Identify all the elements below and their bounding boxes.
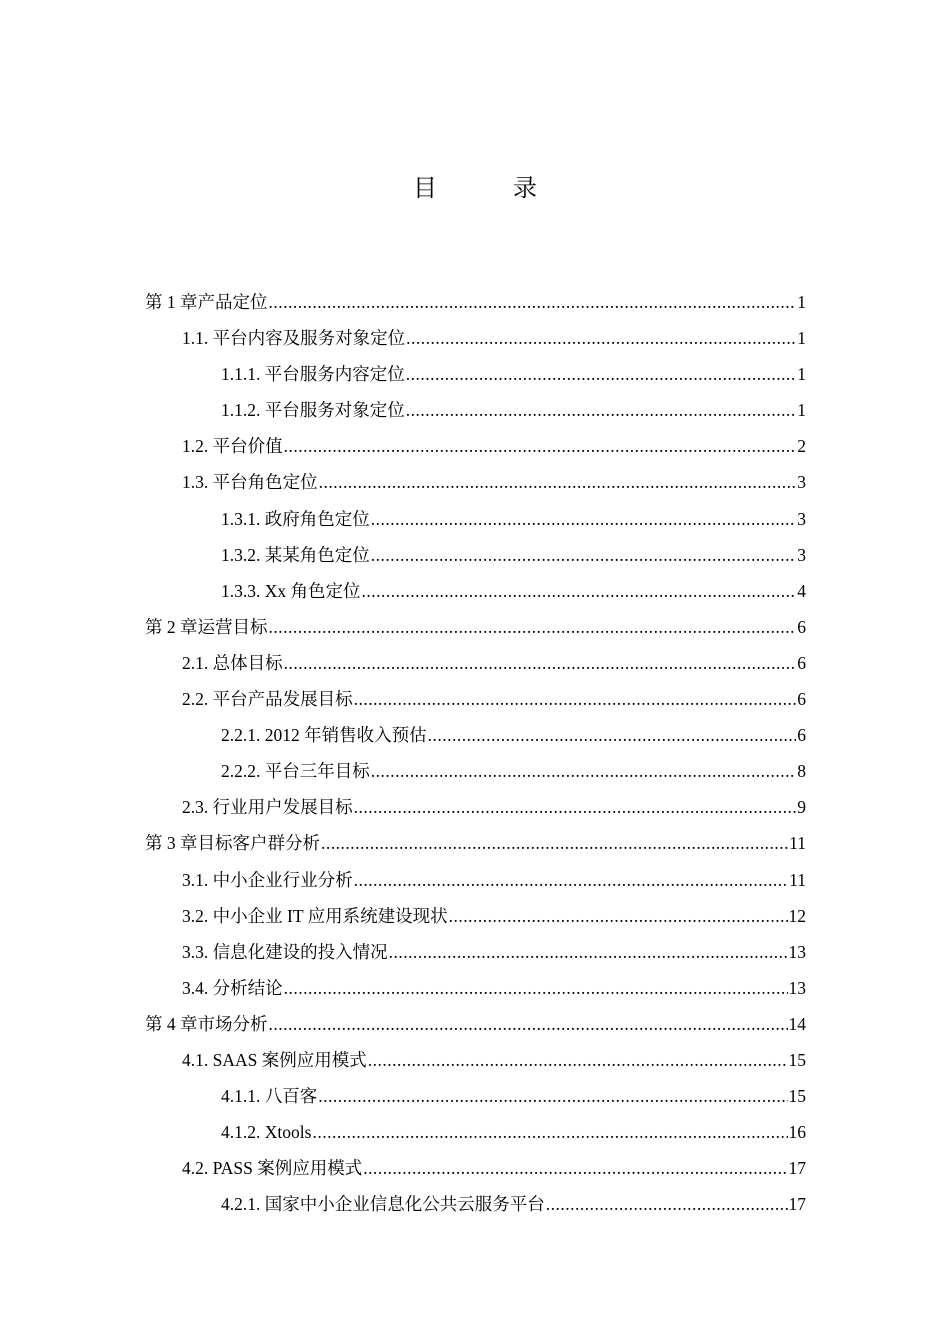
toc-leader-dots (406, 356, 797, 392)
toc-leader-dots (284, 428, 797, 464)
toc-entry[interactable] (145, 717, 806, 753)
toc-leader-dots (363, 1150, 787, 1186)
toc-chapter-number: 第 2 章 (145, 616, 198, 637)
toc-leader-dots (354, 681, 797, 717)
toc-entry-text: 2.2.1. 2012 年销售收入预估 (221, 725, 427, 746)
toc-entry-text: 2.2. 平台产品发展目标 (182, 689, 353, 710)
toc-entry[interactable] (145, 464, 806, 500)
toc-page-number: 14 (788, 1013, 806, 1034)
toc-page-number: 15 (788, 1049, 806, 1070)
toc-entry[interactable] (145, 284, 806, 320)
toc-entry[interactable] (145, 970, 806, 1006)
toc-entry[interactable] (145, 934, 806, 970)
toc-page-number: 8 (797, 761, 806, 782)
toc-entry-text: 4.1. SAAS 案例应用模式 (182, 1049, 367, 1070)
toc-leader-dots (312, 1114, 787, 1150)
toc-entry[interactable] (145, 825, 806, 861)
toc-page-number: 3 (797, 472, 806, 493)
toc-entry-text: 1.3.3. Xx 角色定位 (221, 580, 361, 601)
toc-entry[interactable] (145, 392, 806, 428)
toc-entry[interactable] (145, 609, 806, 645)
toc-entry-text: 2.1. 总体目标 (182, 652, 283, 673)
toc-page-number: 12 (788, 905, 806, 926)
toc-page-number: 6 (797, 616, 806, 637)
toc-entry[interactable] (145, 573, 806, 609)
toc-entry[interactable] (145, 1006, 806, 1042)
toc-page-number: 6 (797, 725, 806, 746)
toc-entry-text: 产品定位 (197, 292, 268, 312)
toc-entry-text: 3.4. 分析结论 (182, 977, 283, 998)
toc-entry-text: 1.1. 平台内容及服务对象定位 (182, 328, 406, 349)
toc-page-number: 1 (797, 364, 806, 385)
toc-entry-text: 1.1.1. 平台服务内容定位 (221, 364, 405, 385)
toc-leader-dots (269, 1006, 788, 1042)
toc-leader-dots (371, 537, 797, 573)
toc-entry-text: 1.3.1. 政府角色定位 (221, 508, 370, 529)
toc-entry-text: 4.2. PASS 案例应用模式 (182, 1158, 363, 1179)
toc-leader-dots (371, 501, 797, 537)
toc-leader-dots (389, 934, 788, 970)
toc-entry[interactable] (145, 862, 806, 898)
toc-leader-dots (269, 284, 797, 320)
toc-entry-text: 4.2.1. 国家中小企业信息化公共云服务平台 (221, 1194, 545, 1215)
toc-page-number: 6 (797, 652, 806, 673)
toc-leader-dots (546, 1186, 788, 1222)
toc-page-number: 17 (788, 1158, 806, 1179)
toc-entry-text: 目标客户群分析 (197, 833, 320, 854)
toc-entry-text: 4.1.2. Xtools (221, 1122, 312, 1143)
toc-leader-dots (371, 753, 797, 789)
toc-page-number: 1 (797, 328, 806, 349)
toc-entry[interactable] (145, 501, 806, 537)
toc-entry-text: 1.3. 平台角色定位 (182, 472, 318, 493)
toc-chapter-number: 第 4 章 (145, 1013, 198, 1034)
toc-chapter-number: 第 3 章 (145, 833, 198, 854)
toc-entry-text: 2.3. 行业用户发展目标 (182, 797, 353, 818)
toc-page-number: 9 (797, 797, 806, 818)
toc-leader-dots (368, 1042, 788, 1078)
toc-entry-text: 1.3.2. 某某角色定位 (221, 544, 370, 565)
toc-chapter-number: 第 1 章 (145, 292, 198, 312)
toc-leader-dots (406, 320, 796, 356)
toc-leader-dots (406, 392, 797, 428)
toc-leader-dots (319, 464, 797, 500)
toc-leader-dots (284, 645, 797, 681)
toc-leader-dots (269, 609, 797, 645)
toc-entry[interactable] (145, 898, 806, 934)
toc-leader-dots (428, 717, 797, 753)
toc-entry[interactable] (145, 356, 806, 392)
toc-entry-text: 运营目标 (197, 616, 268, 637)
toc-entry[interactable] (145, 753, 806, 789)
toc-leader-dots (449, 898, 788, 934)
toc-entry-text: 市场分析 (197, 1013, 268, 1034)
toc-page-number: 11 (789, 833, 806, 854)
toc-leader-dots (321, 825, 788, 861)
toc-list (145, 284, 806, 1222)
toc-entry-text: 2.2.2. 平台三年目标 (221, 761, 370, 782)
toc-page-number: 3 (797, 544, 806, 565)
toc-entry[interactable] (145, 537, 806, 573)
toc-entry[interactable] (145, 1150, 806, 1186)
toc-leader-dots (284, 970, 788, 1006)
toc-entry-text: 1.1.2. 平台服务对象定位 (221, 400, 405, 421)
toc-entry[interactable] (145, 1042, 806, 1078)
toc-entry[interactable] (145, 428, 806, 464)
toc-entry-text: 3.3. 信息化建设的投入情况 (182, 941, 388, 962)
toc-page-number: 17 (788, 1194, 806, 1215)
toc-page-number: 15 (788, 1086, 806, 1107)
toc-entry[interactable] (145, 1186, 806, 1222)
toc-page-number: 3 (797, 508, 806, 529)
toc-entry-text: 3.2. 中小企业 IT 应用系统建设现状 (182, 905, 448, 926)
toc-entry[interactable] (145, 1114, 806, 1150)
toc-leader-dots (318, 1078, 787, 1114)
toc-page-number: 1 (797, 292, 806, 312)
toc-entry-text: 1.2. 平台价值 (182, 436, 283, 457)
toc-page-number: 6 (797, 689, 806, 710)
toc-entry-text: 3.1. 中小企业行业分析 (182, 869, 353, 890)
toc-leader-dots (354, 789, 797, 825)
toc-title: 目 录 (413, 174, 563, 202)
toc-page-number: 1 (797, 400, 806, 421)
toc-page-number: 13 (788, 941, 806, 962)
toc-page-number: 16 (788, 1122, 806, 1143)
toc-entry-text: 4.1.1. 八百客 (221, 1086, 318, 1107)
toc-entry[interactable] (145, 1078, 806, 1114)
toc-entry[interactable] (145, 789, 806, 825)
toc-leader-dots (362, 573, 797, 609)
toc-entry[interactable] (145, 645, 806, 681)
toc-leader-dots (354, 862, 789, 898)
toc-page-number: 11 (789, 869, 806, 890)
toc-entry[interactable] (145, 681, 806, 717)
toc-entry[interactable] (145, 320, 806, 356)
toc-page-number: 4 (797, 580, 806, 601)
toc-page-number: 13 (788, 977, 806, 998)
toc-page-number: 2 (797, 436, 806, 457)
